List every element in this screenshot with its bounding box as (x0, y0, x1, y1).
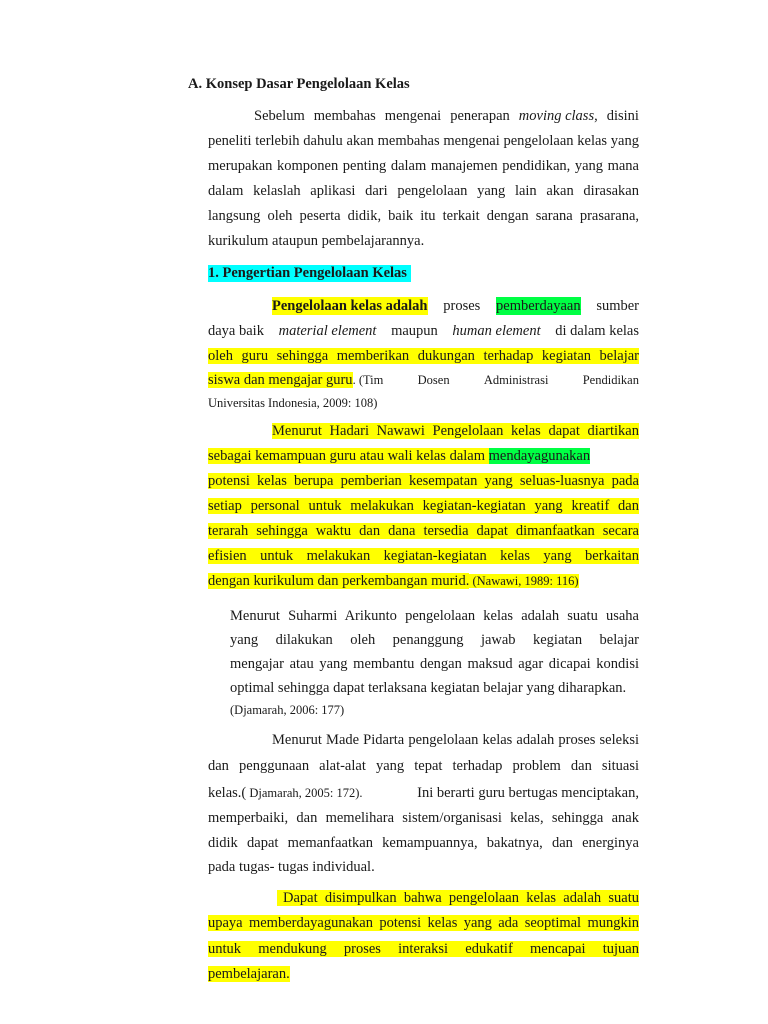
pidarta-line-4: memperbaiki, dan memelihara sistem/organisasi kelas, sehingga anak (208, 810, 639, 826)
nawawi-line-7: dengan kurikulum dan perkembangan murid. (Nawawi, 1989: 116) (208, 573, 579, 589)
nawawi-line-2: sebagai kemampuan guru atau wali kelas dalam mendayagunakan (208, 448, 591, 464)
word: kelas.( Djamarah, 2005: 172). (208, 785, 363, 801)
word: Administrasi (483, 373, 549, 387)
arikunto-line-1: Menurut Suharmi Arikunto pengelolaan kelas adalah suatu usaha (230, 608, 639, 624)
arikunto-line-3: mengajar atau yang membantu dengan maksud agar dicapai kondisi (230, 656, 639, 672)
arikunto-line-4: optimal sehingga dapat terlaksana kegiatan belajar yang diharapkan. (230, 680, 627, 696)
intro-line-4: dalam kelaslah aplikasi dari pengelolaan yang lain akan dirasakan (208, 183, 639, 199)
arikunto-line-5: (Djamarah, 2006: 177) (230, 703, 345, 717)
word: Sebelum (254, 108, 305, 124)
def-line-5: Universitas Indonesia, 2009: 108) (208, 396, 378, 410)
pidarta-line-1: Menurut Made Pidarta pengelolaan kelas adalah proses seleksi (272, 732, 639, 748)
def-line-2 (208, 322, 639, 340)
pidarta-line-6: pada tugas- tugas individual. (208, 859, 375, 875)
nawawi-line-5: terarah sehingga waktu dan dana tersedia dapat dimanfaatkan secara (208, 523, 639, 539)
word: pemberdayaan (496, 298, 581, 314)
pidarta-line-5: didik dapat memanfaatkan kemampuannya, bakatnya, dan energinya (208, 835, 639, 851)
nawawi-line-4: setiap personal untuk melakukan kegiatan-kegiatan yang kreatif dan (208, 498, 639, 514)
word: membahas (313, 108, 376, 124)
intro-line-3: merupakan komponen penting dalam manajemen pendidikan, yang mana (208, 158, 639, 174)
conclusion-line-2: upaya memberdayagunakan potensi kelas yang ada seoptimal mungkin (208, 915, 639, 931)
word: disini (606, 108, 639, 124)
word: daya baik (208, 323, 264, 339)
word: di dalam kelas (555, 323, 639, 339)
word: Pengelolaan kelas adalah (272, 298, 428, 314)
def-line-1 (272, 297, 639, 315)
section-title: A. Konsep Dasar Pengelolaan Kelas (188, 76, 410, 92)
word: mengenai (384, 108, 442, 124)
conclusion-line-4: pembelajaran. (208, 966, 290, 982)
word: sumber (596, 298, 639, 314)
word: Dosen (417, 373, 450, 387)
arikunto-line-2: yang dilakukan oleh penanggung jawab kegiatan belajar (230, 632, 639, 648)
intro-line-6: kurikulum ataupun pembelajarannya. (208, 233, 425, 249)
nawawi-line-6: efisien untuk melakukan kegiatan-kegiatan kelas yang berkaitan (208, 548, 639, 564)
nawawi-line-1: Menurut Hadari Nawawi Pengelolaan kelas dapat diartikan (272, 423, 639, 439)
intro-line-2: peneliti terlebih dahulu akan membahas mengenai pengelolaan kelas yang (208, 133, 639, 149)
word: siswa dan mengajar guru. (Tim (208, 372, 384, 388)
word: Pendidikan (582, 373, 639, 387)
word: maupun (391, 323, 438, 339)
word: proses (443, 298, 481, 314)
word: material element (278, 323, 377, 339)
pidarta-line-2: dan penggunaan alat-alat yang tepat terhadap problem dan situasi (208, 758, 639, 774)
nawawi-line-3: potensi kelas berupa pemberian kesempatan yang seluas-luasnya pada (208, 473, 639, 489)
pidarta-line-3 (208, 784, 639, 802)
conclusion-line-3: untuk mendukung proses interaksi edukatif mencapai tujuan (208, 941, 639, 957)
subsection-title: 1. Pengertian Pengelolaan Kelas (208, 265, 411, 282)
word: penerapan (450, 108, 510, 124)
intro-line-1 (254, 107, 639, 125)
word: moving class, (518, 108, 598, 124)
conclusion-line-1: Dapat disimpulkan bahwa pengelolaan kelas adalah suatu (277, 890, 639, 906)
def-line-3: oleh guru sehingga memberikan dukungan terhadap kegiatan belajar (208, 348, 639, 364)
intro-line-5: langsung oleh peserta didik, baik itu terkait dengan sarana prasarana, (208, 208, 639, 224)
def-line-4 (208, 371, 639, 389)
word: human element (452, 323, 541, 339)
word: Ini berarti guru bertugas menciptakan, (417, 785, 639, 801)
